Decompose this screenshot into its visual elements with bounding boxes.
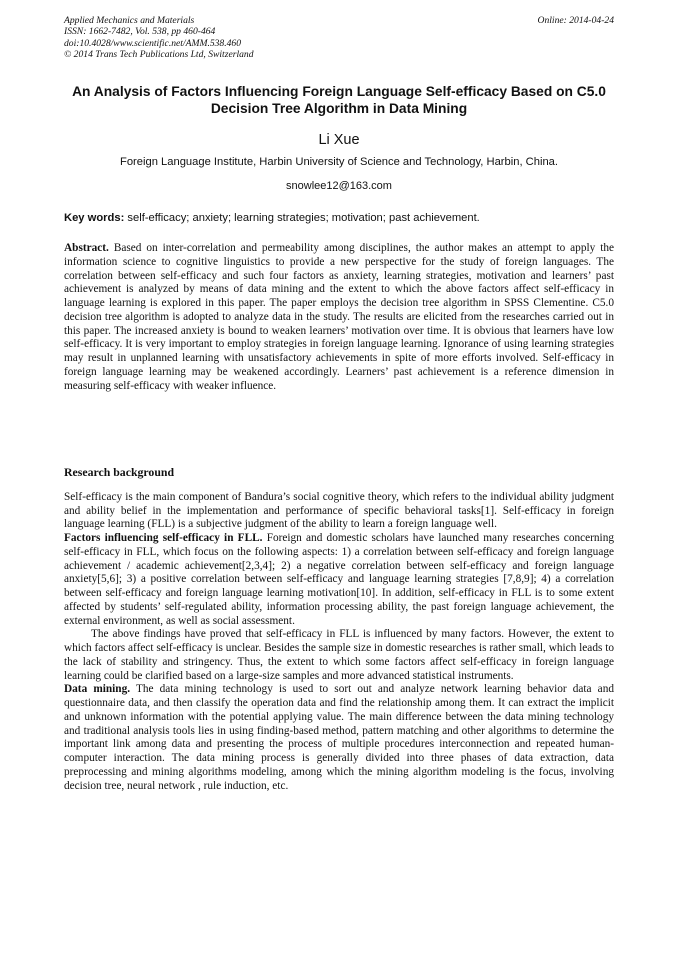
paragraph-data-mining — [64, 683, 614, 793]
affiliation: Foreign Language Institute, Harbin University of Science and Technology, Harbin, China. — [119, 156, 558, 168]
abstract — [64, 242, 614, 393]
section-heading: Research background — [64, 465, 175, 479]
journal-header — [64, 15, 614, 61]
keywords-label: Key words: — [64, 212, 125, 224]
online-date: Online: 2014-04-24 — [537, 15, 614, 26]
factors-text: Foreign and domestic scholars have launched many researches concerning self-efficacy in FLL, which focus on the following aspects: 1) a correlation between self-efficacy and foreign language achievement / academic achievement[2,3,4]; 2) a negative correlation between self-efficacy and foreign language anxiety[5,6]; 3) a positive correlation between self-efficacy and language learning strategies [7,8,9]; 4) a correlation between self-efficacy and foreign language learning motivation[10]. In addition, self-efficacy in FLL is to some extent affected by students’ self-regulated ability, information processing ability, the past foreign language achievement, the external environment, as well as social assessment. — [64, 532, 614, 627]
data-mining-text: The data mining technology is used to sort out and analyze network learning behavior data and questionnaire data, and then classify the operation data and find the relationship among them. It can extract the implicit and unknown information with the potential applying value. The main difference between the data mining technology and traditional analysis tools lies in using finding-based method, pattern matching and other algorithms to determine the important link among data and presenting the process of multiple procedures interconnection and repeated human-computer interaction. The data mining process is generally divided into three phases of data extraction, data preprocessing and mining algorithms modeling, among which the mining algorithm modeling is the focus, involving decision tree, neural network , rule induction, etc. — [64, 683, 614, 792]
author-email: snowlee12@163.com — [286, 180, 392, 192]
author-name: Li Xue — [318, 132, 360, 148]
keywords-text: self-efficacy; anxiety; learning strategies; motivation; past achievement. — [127, 212, 480, 224]
factors-lead: Factors influencing self-efficacy in FLL. — [64, 532, 263, 544]
copyright-line: © 2014 Trans Tech Publications Ltd, Switzerland — [64, 49, 254, 61]
data-mining-lead: Data mining. — [64, 683, 131, 696]
abstract-text: Based on inter-correlation and permeability among disciplines, the author makes an attempt to apply the information science to cognitive linguistics to provide a new perspective for the study of foreign languages. The correlation between self-efficacy and such four factors as anxiety, learning strategies, motivation and learners’ past achievement is analyzed by means of data mining and the extent to which the above factors affect self-efficacy in language learning is explored in this paper. The paper employs the decision tree algorithm in SPSS Clementine. C5.0 decision tree algorithm is adopted to analyze data in the study. The results are elicited from the researches carried out in this paper. The increased anxiety is bound to weaken learners’ motivation over time. It is obvious that learners have low self-efficacy. It is very important to employ strategies in foreign language learning. Ignorance of using learning strategies may result in unplanned learning with unsatisfactory achievements in spite of more efforts involved. Self-efficacy in foreign language learning may be weakened accordingly. Learners’ past achievement is a reference dimension in measuring self-efficacy with weaker influence. — [64, 242, 614, 392]
paragraph-factors — [64, 532, 614, 628]
keywords — [64, 212, 614, 224]
abstract-label: Abstract. — [64, 242, 109, 254]
doi-line: doi:10.4028/www.scientific.net/AMM.538.460 — [64, 37, 242, 49]
paper-title: An Analysis of Factors Influencing Foreign Language Self-efficacy Based on C5.0 Decision Tree Algorithm in Data Mining — [72, 84, 606, 116]
paragraph-findings: The above findings have proved that self-efficacy in FLL is influenced by many factors. However, the extent to which factors affect self-efficacy is unclear. Besides the sample size in domestic researches is rather small, which leads to the lack of stability and stringency. Thus, the extent to which some factors affect self-efficacy in foreign language learning could be clarified based on a large-size samples and more advanced statistical instruments. — [64, 628, 614, 682]
journal-name: Applied Mechanics and Materials — [64, 15, 195, 26]
research-background-section — [64, 466, 614, 793]
paragraph-self-efficacy: Self-efficacy is the main component of Bandura’s social cognitive theory, which refers to the individual ability judgment and ability belief in the implementation and performance of specific behavioral tasks[1]. Self-efficacy in foreign language learning (FLL) is a subjective judgment of the ability to learn a foreign language well. — [64, 490, 614, 531]
issn-line: ISSN: 1662-7482, Vol. 538, pp 460-464 — [64, 26, 216, 38]
